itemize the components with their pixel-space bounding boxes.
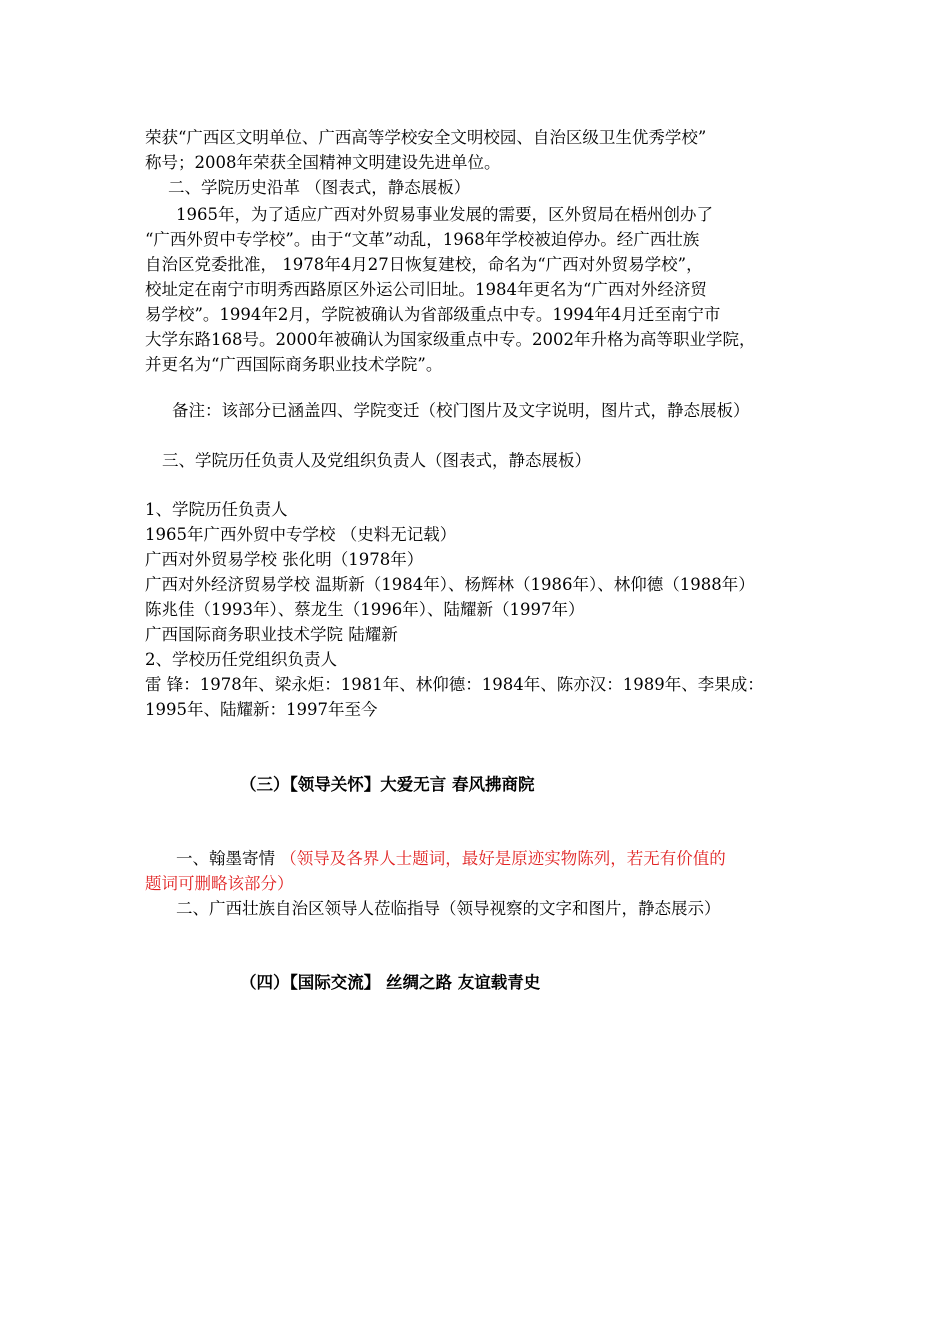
leaders-line-5: 陈兆佳（1993年）、蔡龙生（1996年）、陆耀新（1997年） [145, 600, 585, 619]
section-4-title: （四）【国际交流】 丝绸之路 友谊载青史 [240, 973, 541, 992]
section-3-item-1-note: （领导及各界人士题词，最好是原迹实物陈列，若无有价值的 [280, 849, 726, 868]
leaders-line-6: 广西国际商务职业技术学院 陆耀新 [145, 625, 398, 644]
leaders-line-8: 雷 锋：1978年、梁永炬：1981年、林仰德：1984年、陈亦汉：1989年、李果成： [145, 675, 764, 694]
honors-line-2: 称号；2008年荣获全国精神文明建设先进单位。 [145, 153, 501, 172]
leaders-line-4: 广西对外经济贸易学校 温斯新（1984年）、杨辉林（1986年）、林仰德（1988年） [145, 575, 755, 594]
history-heading: 二、学院历史沿革 （图表式，静态展板） [168, 178, 471, 197]
history-line-6: 大学东路168号。2000年被确认为国家级重点中专。2002年升格为高等职业学院， [145, 330, 756, 349]
history-line-5: 易学校”。1994年2月，学院被确认为省部级重点中专。1994年4月迁至南宁市 [145, 305, 721, 324]
section-3-item-2: 二、广西壮族自治区领导人莅临指导（领导视察的文字和图片，静态展示） [176, 899, 721, 918]
section-3-item-1-note-continued: 题词可删略该部分） [145, 874, 294, 893]
leaders-line-9: 1995年、陆耀新：1997年至今 [145, 700, 378, 719]
remark-note: 备注：该部分已涵盖四、学院变迁（校门图片及文字说明，图片式，静态展板） [172, 401, 750, 420]
leaders-line-1: 1、学院历任负责人 [145, 500, 288, 519]
section-3-title: （三）【领导关怀】大爱无言 春风拂商院 [240, 775, 535, 794]
history-line-3: 自治区党委批准， 1978年4月27日恢复建校，命名为“广西对外贸易学校”， [145, 255, 703, 274]
section-3-item-1 [176, 846, 841, 871]
history-line-1: 1965年，为了适应广西对外贸易事业发展的需要，区外贸局在梧州创办了 [176, 205, 713, 224]
history-line-7: 并更名为“广西国际商务职业技术学院”。 [145, 355, 443, 374]
leaders-line-2: 1965年广西外贸中专学校 （史料无记载） [145, 525, 457, 544]
honors-line-1: 荣获“广西区文明单位、广西高等学校安全文明校园、自治区级卫生优秀学校” [145, 128, 707, 147]
leaders-heading: 三、学院历任负责人及党组织负责人（图表式，静态展板） [162, 451, 591, 470]
section-3-item-1-label: 一、翰墨寄情 [176, 849, 281, 868]
leaders-line-3: 广西对外贸易学校 张化明（1978年） [145, 550, 424, 569]
history-line-4: 校址定在南宁市明秀西路原区外运公司旧址。1984年更名为“广西对外经济贸 [145, 280, 707, 299]
leaders-line-7: 2、学校历任党组织负责人 [145, 650, 337, 669]
history-line-2: “广西外贸中专学校”。由于“文革”动乱，1968年学校被迫停办。经广西壮族 [145, 230, 700, 249]
